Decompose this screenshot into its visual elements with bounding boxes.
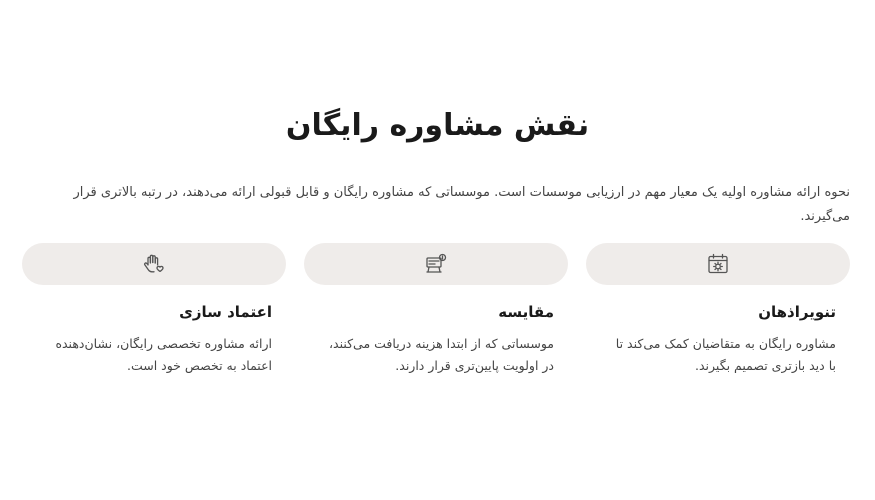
card-title: اعتماد سازی (179, 303, 272, 321)
icon-bar (304, 243, 568, 285)
icon-bar (586, 243, 850, 285)
card-description: ارائه مشاوره تخصصی رایگان، نشان‌دهنده اعتماد به تخصص خود است. (55, 336, 272, 373)
card-title: تنویراذهان (758, 303, 836, 321)
hand-heart-icon (142, 252, 166, 276)
feature-cards (22, 243, 850, 463)
card-description: موسساتی که از ابتدا هزینه دریافت می‌کنند، در اولویت پایین‌تری قرار دارند. (328, 336, 554, 373)
feature-card-comparison (304, 243, 568, 377)
feature-card-trust (22, 243, 286, 377)
icon-bar (22, 243, 286, 285)
intro-paragraph: نحوه ارائه مشاوره اولیه یک معیار مهم در ارزیابی موسسات است. موسساتی که مشاوره رایگان و قابل قبولی ارائه می‌دهند، در رتبه بالاتری قرار می‌گیرند. (73, 185, 850, 224)
card-title: مقایسه (498, 303, 554, 321)
calendar-sun-icon (706, 252, 730, 276)
page-title: نقش مشاوره رایگان (285, 108, 590, 143)
price-comparison-icon (424, 252, 448, 276)
feature-card-enlightenment (586, 243, 850, 377)
card-description: مشاوره رایگان به متقاضیان کمک می‌کند تا با دید بازتری تصمیم بگیرند. (615, 336, 836, 373)
